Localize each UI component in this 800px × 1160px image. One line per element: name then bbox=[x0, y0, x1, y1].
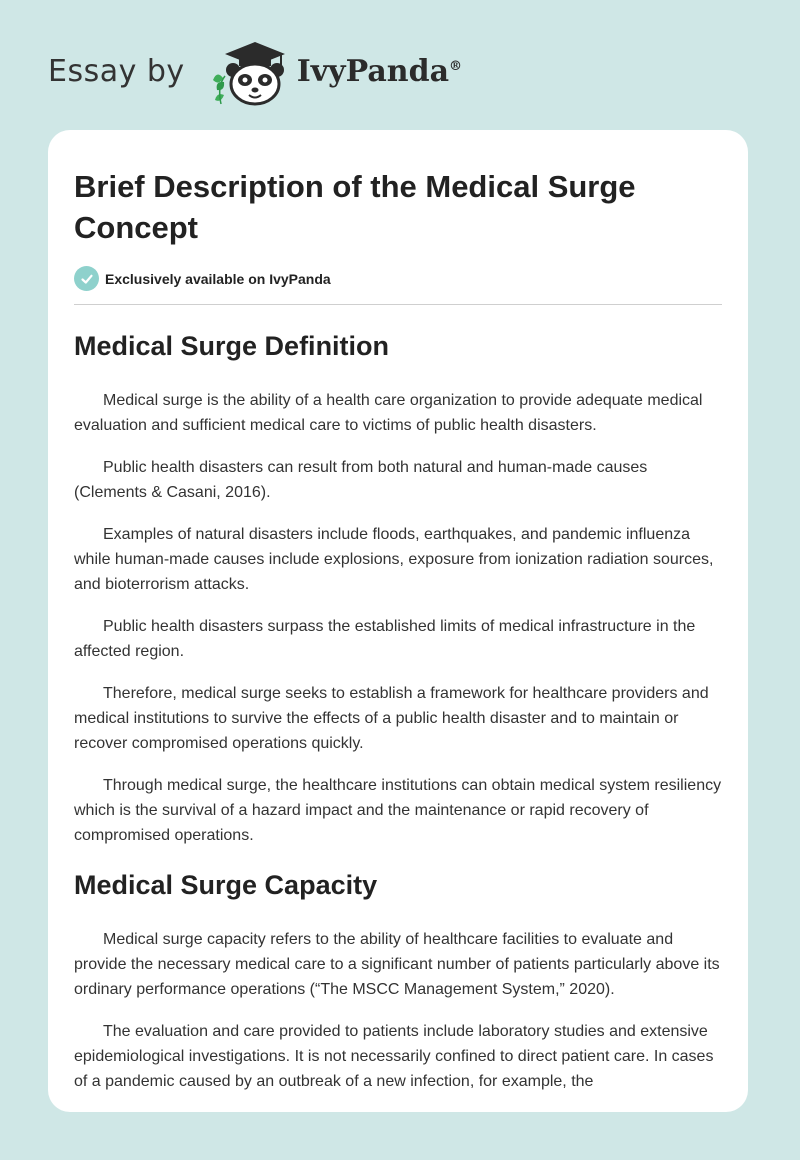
section-heading-definition: Medical Surge Definition bbox=[74, 331, 390, 361]
essay-by-label: Essay by bbox=[48, 53, 185, 89]
brand-name[interactable]: IvyPanda® bbox=[296, 53, 463, 89]
section-heading-capacity: Medical Surge Capacity bbox=[74, 870, 378, 900]
paragraph: Public health disasters surpass the established limits of medical infrastructure in the affected region. bbox=[74, 618, 696, 660]
paragraph: Through medical surge, the healthcare institutions can obtain medical system resiliency which is the survival of a hazard impact and the maintenance or rapid recovery of compromised operations. bbox=[74, 777, 722, 844]
essay-card bbox=[48, 130, 748, 1112]
registered-mark: ® bbox=[449, 58, 463, 74]
paragraph: Public health disasters can result from both natural and human-made causes (Clements & Casani, 2016). bbox=[74, 459, 648, 501]
panda-logo-icon[interactable] bbox=[203, 36, 293, 106]
badge-text: Exclusively available on IvyPanda bbox=[105, 270, 331, 287]
paragraph: Therefore, medical surge seeks to establish a framework for healthcare providers and medical institutions to survive the effects of a public health disaster and to maintain or recover compromised operations quickly. bbox=[74, 685, 709, 752]
paragraph: Medical surge is the ability of a health care organization to provide adequate medical evaluation and sufficient medical care to victims of public health disasters. bbox=[74, 392, 703, 434]
site-header bbox=[48, 36, 462, 106]
paragraph: The evaluation and care provided to patients include laboratory studies and extensive epidemiological investigations. It is not necessarily confined to direct patient care. In cases of a pandemic caused by an outbreak of a new infection, for example, the bbox=[74, 1023, 714, 1090]
paragraph: Examples of natural disasters include floods, earthquakes, and pandemic influenza while human-made causes include explosions, exposure from ionization radiation sources, and bioterrorism attacks. bbox=[74, 526, 714, 593]
page-title: Brief Description of the Medical Surge Concept bbox=[74, 169, 636, 245]
paragraph: Medical surge capacity refers to the ability of healthcare facilities to evaluate and provide the necessary medical care to a significant number of patients particularly above its ordinary performance operations (“The MSCC Management System,” 2020). bbox=[74, 931, 720, 998]
divider bbox=[74, 304, 722, 305]
check-icon bbox=[74, 266, 99, 291]
exclusive-badge bbox=[74, 266, 722, 291]
